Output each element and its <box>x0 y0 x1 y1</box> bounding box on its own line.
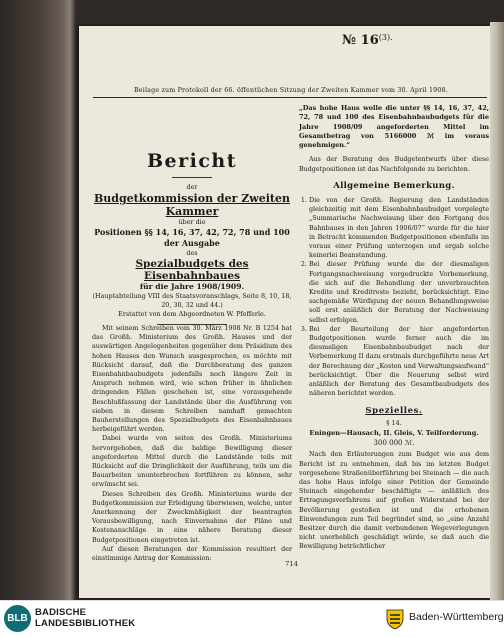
left-body-text <box>92 324 292 563</box>
page-edges <box>490 22 504 602</box>
page-number: № $16^{(3).}$ <box>342 33 393 48</box>
body-paragraph: Auf diesen Beratungen der Kommission resultiert der einstimmige Antrag der Kommission: <box>92 545 292 563</box>
blb-logo[interactable]: BLB <box>4 605 31 632</box>
library-name-line1: BADISCHE <box>35 607 87 618</box>
coat-of-arms-icon <box>384 608 406 630</box>
body-paragraph: Mit seinem Schreiben vom 30. März 1908 Nr. B 1254 hat das Großh. Ministerium des Großh. Hauses und der auswärtigen Angelegenheiten gegenüber dem Präsidium des hohen Hauses den Wunsch ausgesprochen, es möchte mit Rücksicht darauf, daß die Durchberatung des ganzen Eisenbahnbaubudgets jedenfalls noch längere Zeit in Anspruch nehmen wird, wie schon früher in ähnlichen dringenden Fällen geschehen ist, eine vorausgehende Beschlußfassung der Landstände über die Ausführung von sieben in diesem Schreiben namhaft gemachten Bauherstellungen des Spezialbudgets des Eisenbahnbaues herbeigeführt werden. <box>92 325 292 434</box>
state-name[interactable]: Baden-Württemberg <box>409 611 504 623</box>
title-der: der <box>186 183 198 191</box>
title-des: des <box>186 249 198 257</box>
spezielles-paragraph <box>299 450 489 551</box>
right-column <box>299 104 489 552</box>
motion-quote: „Das hohe Haus wolle die unter §§ 14, 16, 37, 42, 72, 78 und 100 des Eisenbahnbaubudgets für die Jahre 1908/09 angeforderten Mittel im Gesamtbetrag von 5166000 ℳ im voraus genehmigen.“ <box>299 104 489 150</box>
body-paragraph: Dabei wurde von seiten des Großh. Ministeriums hervorgehoben, daß die baldige Bewilligung dieser angeforderten Mittel durch die Landstände teils mit Rücksicht auf die Dringlichkeit der Ausführung, teils um die Bauarbeiten ununterbrochen fortführen zu können, sehr erwünscht sei. <box>92 435 292 489</box>
commission-name: Budgetkommission der Zweiten Kammer <box>94 192 290 218</box>
header-rule <box>93 97 487 98</box>
reference-line: (Hauptabteilung VIII des Staatsvoranschlags, Seite 8, 10, 18, 20, 30, 32 und 44.) <box>92 292 292 309</box>
aus-beratung-paragraph <box>299 155 489 173</box>
library-name[interactable] <box>35 607 135 629</box>
title-block <box>92 150 292 330</box>
title-ueber-die: über die <box>178 218 206 226</box>
protocol-header: Beilage zum Protokoll der 66. öffentlichen Sitzung der Zweiten Kammer vom 30. April 1908. <box>133 87 448 94</box>
list-item: 3. Bei der Beurteilung der hier angeforderten Budgetpositionen wurde ferner auch die im diesmaligen Eisenbahnbaubudget nach der Vorbemerkung II dazu erstmals durchgeführte neue Art der Berechnung der „Kosten und Verwaltungsaufwand“ berücksichtigt. Über die Neuerung selbst wird anläßlich der Beratung des Gesamtbaubudgets des näheren berichtet werden. <box>309 325 489 399</box>
report-title: Bericht <box>146 150 238 172</box>
route-title: Eningen—Hausach, II. Gleis, V. Teilforderung. <box>309 429 479 438</box>
spezielles-heading: Spezielles. <box>365 406 423 417</box>
body-paragraph: Nach den Erläuterungen zum Budget wie aus dem Bericht ist zu entnehmen, daß bis im letzten Budget vorgesehene Straßenüberführung bei Steinach — die auch das hohe Haus infolge einer Petition der Gemeinde Steinach eingehender beschäftigte — anläßlich des Ertragungsverfahrens auf großen Widerstand bei der Bevölkerung gestoßen ist und die erhobenen Einwendungen zum Teil begründet sind, so „eine Anzahl Besitzer durch die damit verbundenen Wegeverlegungen nicht unerheblich geschädigt würde, so daß auch die Bewilligung beträchtlicher <box>299 451 489 551</box>
budget-years: für die Jahre 1908/1909. <box>139 282 245 291</box>
body-paragraph: Aus der Beratung des Budgetentwurfs über diese Budgetpositionen ist das Nachfolgende zu berichten. <box>299 156 489 173</box>
page-footer-number: 714 <box>285 560 298 568</box>
byline: Erstattet von dem Abgeordneten W. Pfefferle. <box>118 310 266 318</box>
library-name-line2: LANDESBIBLIOTHEK <box>35 618 136 629</box>
allgemeine-heading: Allgemeine Bemerkung. <box>333 180 455 191</box>
amount: 300 000 ℳ. <box>373 439 415 448</box>
list-item: 2. Bei dieser Prüfung wurde die der diesmaligen Fortgangsnachweisung vorgedruckte Vorbemerkung, die sich auf die Behandlung der unverbrauchten Kredite und Kreditreste bezieht, berücksichtigt. Eine sachgemäße Würdigung der neuen Behandlungsweise soll erst anläßlich der Beratung der Nachweisung selbst erfolgen. <box>309 260 489 324</box>
list-item: 1. Die von der Großh. Regierung den Landständen gleichzeitig mit dem Eisenbahnbaubudget vorgelegte „Summarische Nachweisung über den Fortgang des Bahnbaues in den Jahren 1906/07“ wurde für die hier in Betracht kommenden Budgetpositionen ebenfalls im voraus einer Prüfung unterzogen und ergab solche keinerlei Beanstandung. <box>309 196 489 260</box>
divider <box>172 177 212 178</box>
special-budget-title: Spezialbudgets des Eisenbahnbaues <box>135 258 249 282</box>
positions-line: Positionen §§ 14, 16, 37, 42, 72, 78 und 100 der Ausgabe <box>94 227 290 248</box>
remarks-list <box>299 196 489 398</box>
paragraph-sign: § 14. <box>386 419 402 428</box>
body-paragraph: Dieses Schreiben des Großh. Ministeriums wurde der Budgetkommission zur Erledigung überwiesen, welche, unter Anerkennung der Zweckmäßigkeit der beantragten Vorausbewilligung, nach Einvernahme der Pläne und Kostenanschläge in eine nähere Beratung dieser Budgetpositionen eingetreten ist. <box>92 490 292 544</box>
